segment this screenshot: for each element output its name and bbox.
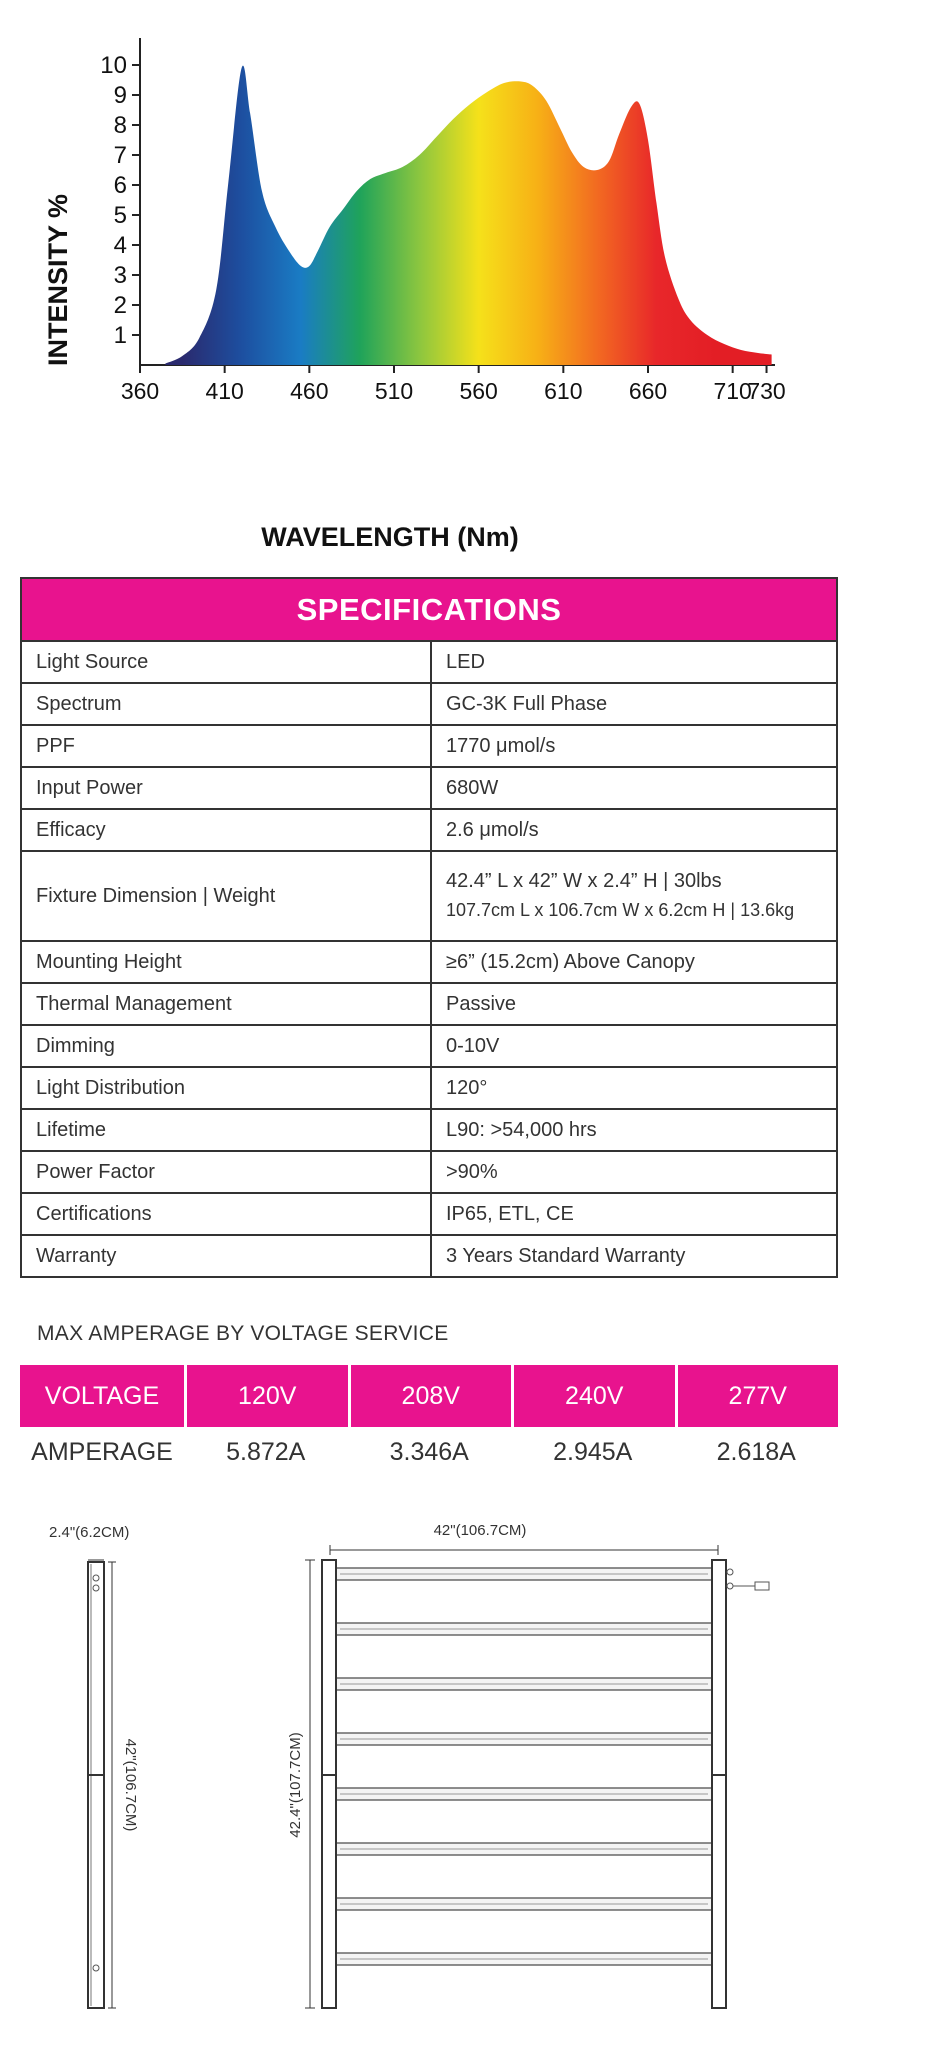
spec-label: Input Power	[21, 767, 431, 809]
spec-value: 680W	[431, 767, 837, 809]
side-view-drawing	[44, 1520, 144, 2020]
spec-row	[21, 983, 837, 1025]
x-axis-title: WAVELENGTH (Nm)	[261, 522, 519, 552]
connector-icon	[727, 1583, 733, 1589]
spec-label: Spectrum	[21, 683, 431, 725]
spec-label: Certifications	[21, 1193, 431, 1235]
spectrum-area	[165, 66, 771, 365]
spec-row	[21, 1025, 837, 1067]
amperage-header: AMPERAGE	[31, 1437, 173, 1466]
left-rail	[322, 1560, 336, 2008]
spec-row	[21, 725, 837, 767]
spec-value: >90%	[431, 1151, 837, 1193]
front-width-label: 42"(106.7CM)	[433, 1522, 527, 1539]
spec-row	[21, 1193, 837, 1235]
spec-label: PPF	[21, 725, 431, 767]
y-tick-label: 6	[113, 172, 127, 199]
light-bars	[336, 1568, 712, 1965]
specifications-table	[20, 577, 838, 1278]
spec-value-line: 107.7cm L x 106.7cm W x 6.2cm H | 13.6kg	[446, 900, 795, 920]
right-rail	[712, 1560, 726, 2008]
spec-value: 1770 μmol/s	[431, 725, 837, 767]
spec-value: ≥6” (15.2cm) Above Canopy	[431, 941, 837, 983]
spec-label: Dimming	[21, 1025, 431, 1067]
spec-row	[21, 1109, 837, 1151]
y-tick-label: 5	[113, 202, 127, 229]
spec-label: Efficacy	[21, 809, 431, 851]
x-tick-label: 710	[713, 378, 752, 404]
x-tick-label: 730	[747, 378, 786, 404]
x-tick-label: 660	[628, 378, 668, 404]
spec-value: Passive	[431, 983, 837, 1025]
y-tick-label: 10	[100, 52, 127, 79]
spec-row	[21, 641, 837, 683]
spec-label: Light Distribution	[21, 1067, 431, 1109]
voltage-cell: 240V	[511, 1365, 675, 1427]
x-tick-label: 460	[290, 378, 329, 404]
spec-label: Mounting Height	[21, 941, 431, 983]
spec-value: LED	[431, 641, 837, 683]
spec-label: Warranty	[21, 1235, 431, 1277]
amperage-cell: 2.618A	[716, 1437, 796, 1466]
spec-label: Power Factor	[21, 1151, 431, 1193]
spectrum-chart	[40, 10, 800, 565]
power-plug-icon	[755, 1582, 769, 1590]
spec-row	[21, 1067, 837, 1109]
spec-row	[21, 767, 837, 809]
y-axis-title: INTENSITY %	[43, 193, 73, 367]
spec-value: 0-10V	[431, 1025, 837, 1067]
amperage-cell: 3.346A	[389, 1437, 469, 1466]
front-length-label: 42.4"(107.7CM)	[287, 1732, 304, 1838]
voltage-row	[20, 1365, 838, 1427]
amperage-row	[20, 1427, 838, 1477]
x-ticks	[121, 365, 786, 404]
x-tick-label: 510	[374, 378, 414, 404]
y-tick-label: 9	[113, 82, 127, 109]
x-tick-label: 360	[120, 378, 160, 404]
spec-row	[21, 851, 837, 941]
x-tick-label: 610	[544, 378, 583, 404]
y-tick-label: 8	[113, 112, 127, 139]
spec-label: Thermal Management	[21, 983, 431, 1025]
spec-row	[21, 1235, 837, 1277]
spec-label: Fixture Dimension | Weight	[21, 851, 431, 941]
voltage-cell: 120V	[184, 1365, 348, 1427]
spec-value: 120°	[431, 1067, 837, 1109]
spec-label: Light Source	[21, 641, 431, 683]
spec-row	[21, 1151, 837, 1193]
y-tick-label: 3	[113, 262, 127, 289]
spec-value	[431, 851, 837, 941]
y-tick-label: 2	[113, 292, 127, 319]
spec-value: GC-3K Full Phase	[431, 683, 837, 725]
voltage-cell: 208V	[348, 1365, 512, 1427]
x-tick-label: 560	[459, 378, 498, 404]
y-tick-label: 1	[113, 322, 127, 349]
specifications-body	[21, 641, 837, 1277]
spec-value: 3 Years Standard Warranty	[431, 1235, 837, 1277]
amperage-cell: 2.945A	[553, 1437, 633, 1466]
connector-icon	[727, 1569, 733, 1575]
spec-value: L90: >54,000 hrs	[431, 1109, 837, 1151]
voltage-cell: 277V	[675, 1365, 839, 1427]
amperage-title: MAX AMPERAGE BY VOLTAGE SERVICE	[37, 1322, 449, 1345]
y-tick-label: 7	[113, 142, 127, 169]
spec-row	[21, 683, 837, 725]
specifications-title: SPECIFICATIONS	[21, 578, 837, 641]
voltage-header: VOLTAGE	[20, 1365, 184, 1427]
y-tick-label: 4	[113, 232, 127, 259]
x-tick-label: 410	[205, 378, 244, 404]
side-profile	[88, 1562, 104, 2008]
spec-label: Lifetime	[21, 1109, 431, 1151]
amperage-table	[20, 1365, 838, 1477]
spec-row	[21, 809, 837, 851]
front-view-drawing	[270, 1520, 830, 2020]
amperage-cell: 5.872A	[226, 1437, 306, 1466]
spec-value: 2.6 μmol/s	[431, 809, 837, 851]
y-ticks	[100, 52, 140, 349]
side-width-label: 2.4"(6.2CM)	[49, 1524, 130, 1541]
spec-value: IP65, ETL, CE	[431, 1193, 837, 1235]
side-length-label: 42"(106.7CM)	[122, 1738, 139, 1832]
spec-row	[21, 941, 837, 983]
spec-value-line: 42.4” L x 42” W x 2.4” H | 30lbs	[446, 870, 722, 892]
